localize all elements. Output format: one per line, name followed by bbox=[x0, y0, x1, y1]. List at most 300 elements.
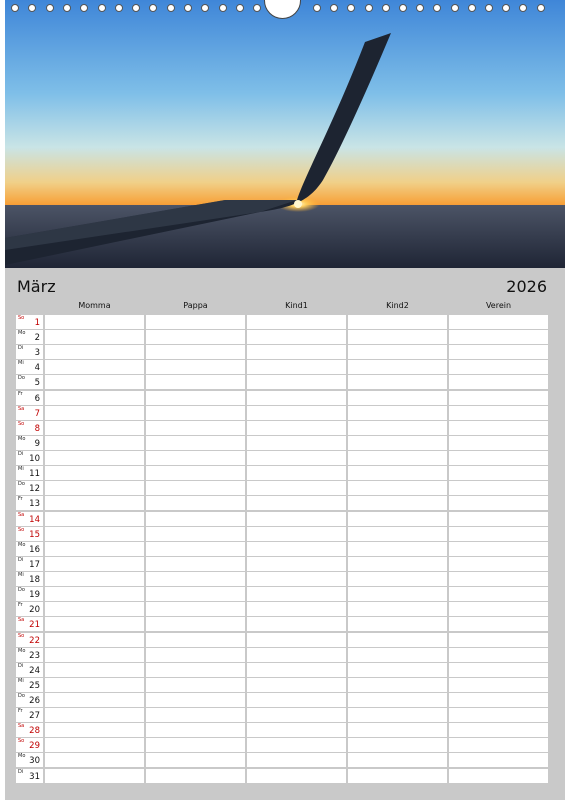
entry-cell-momma[interactable] bbox=[45, 633, 144, 647]
day-label-cell bbox=[16, 753, 43, 767]
day-number: 12 bbox=[29, 484, 40, 495]
day-number: 25 bbox=[29, 680, 40, 691]
entry-cell-verein[interactable] bbox=[449, 723, 548, 737]
day-label-cell bbox=[16, 617, 43, 631]
entry-cell-pappa[interactable] bbox=[146, 315, 245, 329]
weekday-abbr: Mo bbox=[18, 753, 26, 760]
weekday-abbr: Fr bbox=[18, 602, 23, 609]
entry-cell-kind1[interactable] bbox=[247, 708, 346, 722]
day-row bbox=[16, 481, 548, 495]
entry-cell-momma[interactable] bbox=[45, 693, 144, 707]
entry-cell-verein[interactable] bbox=[449, 330, 548, 344]
entry-cell-pappa[interactable] bbox=[146, 617, 245, 631]
entry-cell-verein[interactable] bbox=[449, 753, 548, 767]
day-label-cell bbox=[16, 663, 43, 677]
entry-cell-pappa[interactable] bbox=[146, 345, 245, 359]
weekday-abbr: So bbox=[18, 632, 25, 639]
entry-cell-pappa[interactable] bbox=[146, 678, 245, 692]
entry-cell-pappa[interactable] bbox=[146, 360, 245, 374]
entry-cell-pappa[interactable] bbox=[146, 421, 245, 435]
day-row bbox=[16, 708, 548, 722]
entry-cell-kind1[interactable] bbox=[247, 617, 346, 631]
entry-cell-pappa[interactable] bbox=[146, 451, 245, 465]
weekday-abbr: So bbox=[18, 315, 25, 321]
entry-cell-momma[interactable] bbox=[45, 406, 144, 420]
entry-cell-momma[interactable] bbox=[45, 330, 144, 344]
day-row bbox=[16, 723, 548, 737]
binding-hole bbox=[98, 4, 106, 12]
entry-cell-kind1[interactable] bbox=[247, 648, 346, 662]
day-number: 7 bbox=[34, 408, 40, 419]
entry-cell-pappa[interactable] bbox=[146, 375, 245, 389]
day-row bbox=[16, 587, 548, 601]
day-number: 16 bbox=[29, 544, 40, 555]
entry-cell-momma[interactable] bbox=[45, 375, 144, 389]
entry-cell-kind1[interactable] bbox=[247, 753, 346, 767]
entry-cell-kind1[interactable] bbox=[247, 678, 346, 692]
sunset-wing-illustration bbox=[5, 0, 565, 268]
day-label-cell bbox=[16, 360, 43, 374]
day-row bbox=[16, 542, 548, 556]
entry-cell-kind2[interactable] bbox=[348, 375, 447, 389]
day-row bbox=[16, 391, 548, 405]
entry-cell-kind1[interactable] bbox=[247, 633, 346, 647]
day-label-cell bbox=[16, 421, 43, 435]
entry-cell-verein[interactable] bbox=[449, 738, 548, 752]
entry-cell-kind1[interactable] bbox=[247, 421, 346, 435]
entry-cell-momma[interactable] bbox=[45, 572, 144, 586]
binding-hole bbox=[365, 4, 373, 12]
entry-cell-pappa[interactable] bbox=[146, 753, 245, 767]
entry-cell-momma[interactable] bbox=[45, 481, 144, 495]
entry-cell-momma[interactable] bbox=[45, 496, 144, 510]
entry-cell-kind2[interactable] bbox=[348, 345, 447, 359]
entry-cell-verein[interactable] bbox=[449, 587, 548, 601]
weekday-abbr: Sa bbox=[18, 405, 25, 412]
column-header: Verein bbox=[485, 301, 512, 310]
entry-cell-kind2[interactable] bbox=[348, 753, 447, 767]
calendar-grid bbox=[5, 268, 565, 800]
weekday-abbr: So bbox=[18, 738, 25, 745]
header-photo-airplane-wing-sunset bbox=[5, 0, 565, 268]
entry-cell-kind2[interactable] bbox=[348, 481, 447, 495]
weekday-abbr: Sa bbox=[18, 723, 25, 730]
entry-cell-kind2[interactable] bbox=[348, 527, 447, 541]
entry-cell-pappa[interactable] bbox=[146, 496, 245, 510]
day-row bbox=[16, 557, 548, 571]
entry-cell-momma[interactable] bbox=[45, 753, 144, 767]
binding-hole bbox=[433, 4, 441, 12]
entry-cell-verein[interactable] bbox=[449, 633, 548, 647]
entry-cell-momma[interactable] bbox=[45, 738, 144, 752]
column-header: Kind1 bbox=[285, 301, 308, 310]
entry-cell-verein[interactable] bbox=[449, 315, 548, 329]
day-row bbox=[16, 633, 548, 647]
binding-hole bbox=[519, 4, 527, 12]
weekday-abbr: Sa bbox=[18, 511, 25, 518]
entry-cell-kind2[interactable] bbox=[348, 648, 447, 662]
entry-cell-kind1[interactable] bbox=[247, 345, 346, 359]
day-number: 14 bbox=[29, 514, 40, 525]
entry-cell-kind2[interactable] bbox=[348, 391, 447, 405]
column-header: Pappa bbox=[183, 301, 208, 310]
entry-cell-kind1[interactable] bbox=[247, 406, 346, 420]
binding-hole bbox=[451, 4, 459, 12]
entry-cell-momma[interactable] bbox=[45, 769, 144, 783]
entry-cell-momma[interactable] bbox=[45, 466, 144, 480]
entry-cell-pappa[interactable] bbox=[146, 663, 245, 677]
entry-cell-pappa[interactable] bbox=[146, 527, 245, 541]
entry-cell-verein[interactable] bbox=[449, 542, 548, 556]
entry-cell-kind2[interactable] bbox=[348, 572, 447, 586]
day-number: 28 bbox=[29, 726, 40, 737]
entry-cell-pappa[interactable] bbox=[146, 512, 245, 526]
entry-cell-pappa[interactable] bbox=[146, 693, 245, 707]
day-number: 9 bbox=[34, 438, 40, 449]
entry-cell-kind2[interactable] bbox=[348, 496, 447, 510]
binding-hole bbox=[11, 4, 19, 12]
entry-cell-pappa[interactable] bbox=[146, 481, 245, 495]
day-label-cell bbox=[16, 557, 43, 571]
entry-cell-kind1[interactable] bbox=[247, 769, 346, 783]
day-label-cell bbox=[16, 496, 43, 510]
entry-cell-kind1[interactable] bbox=[247, 466, 346, 480]
entry-cell-momma[interactable] bbox=[45, 648, 144, 662]
weekday-abbr: Do bbox=[18, 481, 25, 488]
day-number: 29 bbox=[29, 741, 40, 752]
weekday-abbr: Mo bbox=[18, 330, 26, 337]
day-row bbox=[16, 753, 548, 767]
entry-cell-kind1[interactable] bbox=[247, 391, 346, 405]
day-number: 22 bbox=[29, 635, 40, 646]
binding-hole bbox=[149, 4, 157, 12]
binding-hole bbox=[46, 4, 54, 12]
entry-cell-kind1[interactable] bbox=[247, 512, 346, 526]
entry-cell-verein[interactable] bbox=[449, 481, 548, 495]
weekday-abbr: Sa bbox=[18, 617, 25, 624]
entry-cell-momma[interactable] bbox=[45, 557, 144, 571]
weekday-abbr: Mi bbox=[18, 360, 24, 367]
entry-cell-momma[interactable] bbox=[45, 587, 144, 601]
day-label-cell bbox=[16, 481, 43, 495]
entry-cell-verein[interactable] bbox=[449, 572, 548, 586]
entry-cell-momma[interactable] bbox=[45, 617, 144, 631]
weekday-abbr: Di bbox=[18, 345, 24, 352]
month-title: März bbox=[17, 277, 56, 296]
day-label-cell bbox=[16, 708, 43, 722]
day-number: 30 bbox=[29, 756, 40, 767]
entry-cell-momma[interactable] bbox=[45, 663, 144, 677]
entry-cell-kind1[interactable] bbox=[247, 496, 346, 510]
day-number: 2 bbox=[34, 333, 40, 344]
day-number: 27 bbox=[29, 711, 40, 722]
weekday-abbr: Do bbox=[18, 375, 25, 382]
entry-cell-pappa[interactable] bbox=[146, 723, 245, 737]
entry-cell-momma[interactable] bbox=[45, 708, 144, 722]
entry-cell-kind1[interactable] bbox=[247, 572, 346, 586]
binding-hole bbox=[313, 4, 321, 12]
binding-hole bbox=[236, 4, 244, 12]
day-number: 3 bbox=[34, 348, 40, 359]
day-label-cell bbox=[16, 330, 43, 344]
day-label-cell bbox=[16, 451, 43, 465]
entry-cell-pappa[interactable] bbox=[146, 542, 245, 556]
entry-cell-kind1[interactable] bbox=[247, 315, 346, 329]
entry-cell-verein[interactable] bbox=[449, 693, 548, 707]
entry-cell-kind2[interactable] bbox=[348, 617, 447, 631]
day-label-cell bbox=[16, 391, 43, 405]
entry-cell-kind1[interactable] bbox=[247, 527, 346, 541]
day-row bbox=[16, 512, 548, 526]
day-label-cell bbox=[16, 648, 43, 662]
weekday-abbr: Fr bbox=[18, 390, 23, 397]
entry-cell-kind1[interactable] bbox=[247, 436, 346, 450]
day-row bbox=[16, 360, 548, 374]
entry-cell-pappa[interactable] bbox=[146, 633, 245, 647]
entry-cell-verein[interactable] bbox=[449, 557, 548, 571]
entry-cell-momma[interactable] bbox=[45, 421, 144, 435]
entry-cell-momma[interactable] bbox=[45, 723, 144, 737]
day-label-cell bbox=[16, 345, 43, 359]
day-row bbox=[16, 678, 548, 692]
entry-cell-momma[interactable] bbox=[45, 678, 144, 692]
day-number: 20 bbox=[29, 605, 40, 616]
binding-hole bbox=[167, 4, 175, 12]
binding-hole bbox=[219, 4, 227, 12]
day-label-cell bbox=[16, 375, 43, 389]
entry-cell-verein[interactable] bbox=[449, 451, 548, 465]
day-label-cell bbox=[16, 315, 43, 329]
weekday-abbr: So bbox=[18, 420, 25, 427]
day-number: 11 bbox=[29, 469, 40, 480]
entry-cell-verein[interactable] bbox=[449, 406, 548, 420]
entry-cell-pappa[interactable] bbox=[146, 587, 245, 601]
entry-cell-momma[interactable] bbox=[45, 602, 144, 616]
entry-cell-kind2[interactable] bbox=[348, 602, 447, 616]
weekday-abbr: Fr bbox=[18, 496, 23, 503]
day-number: 17 bbox=[29, 559, 40, 570]
entry-cell-verein[interactable] bbox=[449, 345, 548, 359]
entry-cell-kind1[interactable] bbox=[247, 587, 346, 601]
entry-cell-kind2[interactable] bbox=[348, 723, 447, 737]
entry-cell-kind2[interactable] bbox=[348, 406, 447, 420]
day-number: 19 bbox=[29, 590, 40, 601]
entry-cell-momma[interactable] bbox=[45, 345, 144, 359]
binding-hole bbox=[330, 4, 338, 12]
binding-hole bbox=[115, 4, 123, 12]
entry-cell-kind1[interactable] bbox=[247, 451, 346, 465]
day-row bbox=[16, 648, 548, 662]
day-label-cell bbox=[16, 466, 43, 480]
day-number: 24 bbox=[29, 665, 40, 676]
entry-cell-kind2[interactable] bbox=[348, 693, 447, 707]
binding-hole bbox=[184, 4, 192, 12]
day-row bbox=[16, 663, 548, 677]
entry-cell-kind1[interactable] bbox=[247, 542, 346, 556]
day-number: 21 bbox=[29, 620, 40, 631]
day-label-cell bbox=[16, 723, 43, 737]
binding-hole bbox=[347, 4, 355, 12]
entry-cell-pappa[interactable] bbox=[146, 330, 245, 344]
entry-cell-verein[interactable] bbox=[449, 678, 548, 692]
day-number: 8 bbox=[34, 423, 40, 434]
day-row bbox=[16, 617, 548, 631]
entry-cell-momma[interactable] bbox=[45, 436, 144, 450]
entry-cell-verein[interactable] bbox=[449, 391, 548, 405]
day-row bbox=[16, 451, 548, 465]
entry-cell-momma[interactable] bbox=[45, 315, 144, 329]
entry-cell-verein[interactable] bbox=[449, 708, 548, 722]
entry-cell-kind2[interactable] bbox=[348, 738, 447, 752]
day-label-cell bbox=[16, 587, 43, 601]
entry-cell-verein[interactable] bbox=[449, 648, 548, 662]
entry-cell-kind1[interactable] bbox=[247, 663, 346, 677]
entry-cell-verein[interactable] bbox=[449, 512, 548, 526]
entry-cell-kind1[interactable] bbox=[247, 360, 346, 374]
entry-cell-pappa[interactable] bbox=[146, 738, 245, 752]
entry-cell-momma[interactable] bbox=[45, 542, 144, 556]
entry-cell-momma[interactable] bbox=[45, 527, 144, 541]
weekday-abbr: Do bbox=[18, 693, 25, 699]
entry-cell-momma[interactable] bbox=[45, 391, 144, 405]
entry-cell-pappa[interactable] bbox=[146, 406, 245, 420]
entry-cell-verein[interactable] bbox=[449, 769, 548, 783]
entry-cell-pappa[interactable] bbox=[146, 557, 245, 571]
binding-hole bbox=[201, 4, 209, 12]
entry-cell-verein[interactable] bbox=[449, 466, 548, 480]
day-number: 15 bbox=[29, 529, 40, 540]
binding-hole bbox=[80, 4, 88, 12]
entry-cell-pappa[interactable] bbox=[146, 436, 245, 450]
weekday-abbr: Mo bbox=[18, 541, 26, 548]
entry-cell-kind2[interactable] bbox=[348, 466, 447, 480]
entry-cell-verein[interactable] bbox=[449, 375, 548, 389]
entry-cell-kind2[interactable] bbox=[348, 512, 447, 526]
entry-cell-kind1[interactable] bbox=[247, 693, 346, 707]
entry-cell-verein[interactable] bbox=[449, 421, 548, 435]
entry-cell-verein[interactable] bbox=[449, 602, 548, 616]
entry-cell-kind2[interactable] bbox=[348, 315, 447, 329]
entry-cell-kind2[interactable] bbox=[348, 557, 447, 571]
weekday-abbr: Di bbox=[18, 768, 24, 775]
day-number: 10 bbox=[29, 454, 40, 465]
day-row bbox=[16, 375, 548, 389]
entry-cell-kind1[interactable] bbox=[247, 375, 346, 389]
day-number: 26 bbox=[29, 696, 40, 706]
entry-cell-kind2[interactable] bbox=[348, 421, 447, 435]
binding-hole bbox=[468, 4, 476, 12]
weekday-abbr: Mi bbox=[18, 466, 24, 473]
entry-cell-kind1[interactable] bbox=[247, 723, 346, 737]
entry-cell-verein[interactable] bbox=[449, 436, 548, 450]
day-label-cell bbox=[16, 527, 43, 541]
entry-cell-kind2[interactable] bbox=[348, 633, 447, 647]
day-number: 23 bbox=[29, 650, 40, 661]
entry-cell-momma[interactable] bbox=[45, 512, 144, 526]
column-header: Momma bbox=[78, 301, 111, 310]
day-row bbox=[16, 330, 548, 344]
day-label-cell bbox=[16, 572, 43, 586]
day-label-cell bbox=[16, 512, 43, 526]
entry-cell-kind2[interactable] bbox=[348, 436, 447, 450]
day-row bbox=[16, 406, 548, 420]
binding-hole bbox=[485, 4, 493, 12]
day-number: 6 bbox=[34, 393, 40, 404]
entry-cell-pappa[interactable] bbox=[146, 769, 245, 783]
entry-cell-momma[interactable] bbox=[45, 360, 144, 374]
day-row bbox=[16, 345, 548, 359]
entry-cell-verein[interactable] bbox=[449, 527, 548, 541]
binding-hole bbox=[537, 4, 545, 12]
binding-hole bbox=[253, 4, 261, 12]
entry-cell-pappa[interactable] bbox=[146, 602, 245, 616]
weekday-abbr: Mo bbox=[18, 435, 26, 442]
entry-cell-pappa[interactable] bbox=[146, 708, 245, 722]
day-label-cell bbox=[16, 633, 43, 647]
day-label-cell bbox=[16, 406, 43, 420]
entry-cell-kind2[interactable] bbox=[348, 663, 447, 677]
day-label-cell bbox=[16, 769, 43, 783]
binding-hole bbox=[28, 4, 36, 12]
entry-cell-kind2[interactable] bbox=[348, 330, 447, 344]
binding-hole bbox=[416, 4, 424, 12]
entry-cell-kind1[interactable] bbox=[247, 330, 346, 344]
weekday-abbr: Mi bbox=[18, 572, 24, 579]
column-header: Kind2 bbox=[386, 301, 409, 310]
entry-cell-kind2[interactable] bbox=[348, 451, 447, 465]
entry-cell-pappa[interactable] bbox=[146, 648, 245, 662]
day-label-cell bbox=[16, 693, 43, 707]
entry-cell-verein[interactable] bbox=[449, 496, 548, 510]
day-row bbox=[16, 527, 548, 541]
weekday-abbr: Mo bbox=[18, 647, 26, 654]
entry-cell-kind2[interactable] bbox=[348, 769, 447, 783]
entry-cell-pappa[interactable] bbox=[146, 391, 245, 405]
day-label-cell bbox=[16, 738, 43, 752]
weekday-abbr: Mi bbox=[18, 677, 24, 684]
day-row bbox=[16, 738, 548, 752]
day-number: 18 bbox=[29, 575, 40, 586]
day-number: 5 bbox=[34, 378, 40, 389]
entry-cell-verein[interactable] bbox=[449, 617, 548, 631]
entry-cell-pappa[interactable] bbox=[146, 466, 245, 480]
entry-cell-pappa[interactable] bbox=[146, 572, 245, 586]
day-row bbox=[16, 436, 548, 450]
day-row bbox=[16, 496, 548, 510]
entry-cell-kind2[interactable] bbox=[348, 708, 447, 722]
entry-cell-kind1[interactable] bbox=[247, 602, 346, 616]
day-number: 1 bbox=[34, 318, 40, 328]
weekday-abbr: Di bbox=[18, 556, 24, 563]
entry-cell-kind2[interactable] bbox=[348, 678, 447, 692]
entry-cell-momma[interactable] bbox=[45, 451, 144, 465]
entry-cell-verein[interactable] bbox=[449, 360, 548, 374]
day-label-cell bbox=[16, 436, 43, 450]
entry-cell-kind2[interactable] bbox=[348, 542, 447, 556]
day-row bbox=[16, 769, 548, 783]
day-number: 4 bbox=[34, 363, 40, 374]
binding-hole bbox=[63, 4, 71, 12]
day-row bbox=[16, 315, 548, 329]
entry-cell-kind2[interactable] bbox=[348, 360, 447, 374]
binding-hole bbox=[382, 4, 390, 12]
day-number: 13 bbox=[29, 499, 40, 510]
entry-cell-kind1[interactable] bbox=[247, 557, 346, 571]
entry-cell-kind2[interactable] bbox=[348, 587, 447, 601]
entry-cell-verein[interactable] bbox=[449, 663, 548, 677]
entry-cell-kind1[interactable] bbox=[247, 481, 346, 495]
entry-cell-kind1[interactable] bbox=[247, 738, 346, 752]
